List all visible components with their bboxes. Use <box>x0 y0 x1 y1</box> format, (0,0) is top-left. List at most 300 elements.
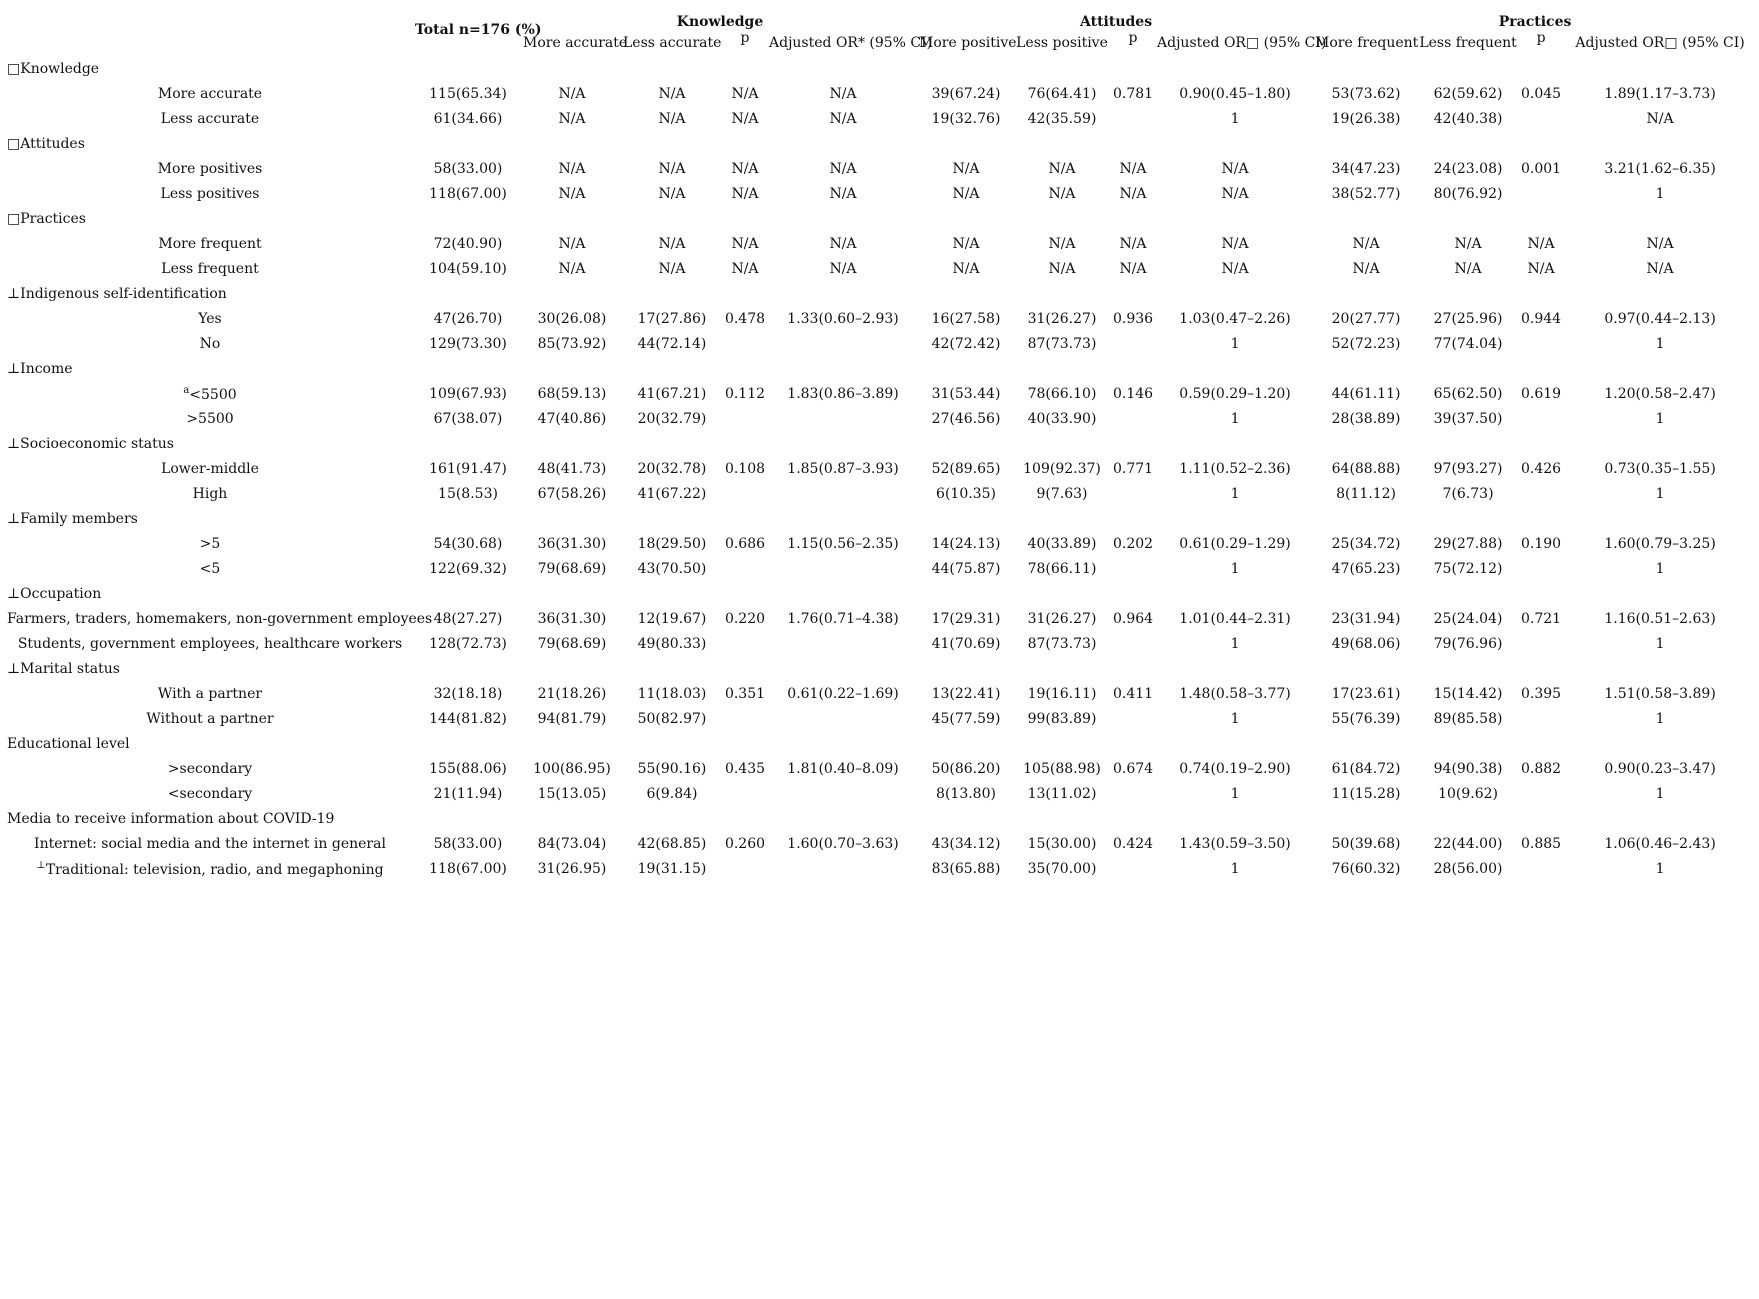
table-cell: 7(6.73) <box>1442 485 1494 502</box>
table-cell: 155(88.06) <box>429 760 507 777</box>
section-label <box>6 656 1756 681</box>
section-title: Practices <box>20 210 86 227</box>
table-cell: 0.90(0.45–1.80) <box>1179 85 1291 102</box>
table-cell: N/A <box>829 235 857 252</box>
table-cell: 44(61.11) <box>1331 385 1401 402</box>
knowledge-group-header: Knowledge <box>676 14 764 30</box>
column-header: More accurate <box>523 35 628 51</box>
table-cell: N/A <box>1119 185 1147 202</box>
table-cell: 83(65.88) <box>931 860 1001 877</box>
table-row <box>6 181 1756 206</box>
section-title: Marital status <box>20 660 120 677</box>
row-label <box>6 106 414 131</box>
table-cell: 94(90.38) <box>1433 760 1503 777</box>
section-header-row <box>6 581 1756 606</box>
table-cell: 25(24.04) <box>1433 610 1503 627</box>
table-cell: N/A <box>1119 260 1147 277</box>
row-label <box>6 856 414 881</box>
table-cell: 35(70.00) <box>1027 860 1097 877</box>
table-cell: 115(65.34) <box>429 85 507 102</box>
table-cell: N/A <box>1527 235 1555 252</box>
table-cell: 85(73.92) <box>537 335 607 352</box>
table-cell: 1 <box>1655 335 1665 352</box>
table-cell: 0.202 <box>1112 535 1154 552</box>
section-label <box>6 206 1756 231</box>
table-cell: 44(75.87) <box>931 560 1001 577</box>
table-cell <box>768 781 918 806</box>
table-cell: 77(74.04) <box>1433 335 1503 352</box>
table-cell: 44(72.14) <box>637 335 707 352</box>
row-label-text: Less positives <box>160 185 260 202</box>
table-cell: 40(33.89) <box>1027 535 1097 552</box>
section-title: Attitudes <box>20 135 85 152</box>
table-cell: 87(73.73) <box>1027 635 1097 652</box>
table-cell: 13(22.41) <box>931 685 1001 702</box>
table-cell <box>1518 481 1564 506</box>
table-cell: 89(85.58) <box>1433 710 1503 727</box>
table-cell: 42(72.42) <box>931 335 1001 352</box>
column-header: Less frequent <box>1419 35 1517 51</box>
row-label-text: Less accurate <box>160 110 260 127</box>
row-label <box>6 456 414 481</box>
table-cell: N/A <box>1352 235 1380 252</box>
table-cell: 0.781 <box>1112 85 1154 102</box>
table-cell: N/A <box>1048 185 1076 202</box>
table-cell <box>1110 556 1156 581</box>
table-cell: 0.112 <box>724 385 766 402</box>
table-cell: 52(89.65) <box>931 460 1001 477</box>
table-cell: 14(24.13) <box>931 535 1001 552</box>
column-header: Less positive <box>1016 35 1108 51</box>
table-cell: 1.16(0.51–2.63) <box>1604 610 1716 627</box>
table-cell: 0.721 <box>1521 610 1562 627</box>
table-cell: N/A <box>1119 160 1147 177</box>
row-label-text: More frequent <box>158 235 262 252</box>
section-header-row <box>6 506 1756 531</box>
column-header: p <box>1128 30 1138 46</box>
section-label <box>6 581 1756 606</box>
table-cell: 0.190 <box>1521 535 1562 552</box>
table-cell: 0.045 <box>1521 85 1562 102</box>
total-header: Total n=176 (%) <box>415 22 542 38</box>
table-cell: 78(66.10) <box>1027 385 1097 402</box>
table-cell: 65(62.50) <box>1433 385 1503 402</box>
table-cell <box>1518 556 1564 581</box>
table-cell: 49(68.06) <box>1331 635 1401 652</box>
section-label <box>6 731 1756 756</box>
table-cell <box>1518 856 1564 881</box>
table-row <box>6 856 1756 881</box>
table-cell: 36(31.30) <box>537 610 607 627</box>
table-cell: 0.260 <box>724 835 766 852</box>
table-cell: N/A <box>558 110 586 127</box>
table-cell: 19(16.11) <box>1027 685 1097 702</box>
table-cell: N/A <box>829 110 857 127</box>
table-cell: 1 <box>1655 860 1665 877</box>
table-row <box>6 681 1756 706</box>
row-label <box>6 631 414 656</box>
row-label <box>6 756 414 781</box>
table-cell: N/A <box>1646 235 1674 252</box>
table-cell: 68(59.13) <box>537 385 607 402</box>
table-cell: 78(66.11) <box>1027 560 1097 577</box>
section-marker: ⊥ <box>7 285 21 302</box>
table-cell: 0.411 <box>1112 685 1154 702</box>
row-label-text: >5500 <box>186 410 234 427</box>
section-title: Indigenous self-identification <box>20 285 227 302</box>
table-cell: N/A <box>658 235 686 252</box>
section-label <box>6 56 1756 81</box>
table-cell: 1.15(0.56–2.35) <box>787 535 899 552</box>
table-cell: N/A <box>1048 260 1076 277</box>
table-cell: N/A <box>1221 235 1249 252</box>
table-cell: 41(67.22) <box>637 485 707 502</box>
table-cell: 15(14.42) <box>1433 685 1503 702</box>
row-label-text: Students, government employees, healthcare workers <box>17 635 403 652</box>
table-cell: 0.882 <box>1521 760 1562 777</box>
table-cell: 31(26.27) <box>1027 310 1097 327</box>
table-cell: 87(73.73) <box>1027 335 1097 352</box>
table-cell: 128(72.73) <box>429 635 507 652</box>
table-row <box>6 631 1756 656</box>
section-title: Educational level <box>7 735 130 752</box>
table-cell: 3.21(1.62–6.35) <box>1604 160 1716 177</box>
table-cell: 0.108 <box>724 460 766 477</box>
table-cell: 29(27.88) <box>1433 535 1503 552</box>
table-cell: 50(39.68) <box>1331 835 1401 852</box>
table-cell: 1 <box>1655 485 1665 502</box>
table-cell: 43(70.50) <box>637 560 707 577</box>
column-header: More positive <box>919 35 1017 51</box>
table-cell: 1 <box>1655 410 1665 427</box>
table-cell: 76(64.41) <box>1027 85 1097 102</box>
table-cell <box>1518 106 1564 131</box>
table-cell: 12(19.67) <box>637 610 707 627</box>
table-cell: N/A <box>1221 260 1249 277</box>
table-cell: 32(18.18) <box>433 685 503 702</box>
section-marker: ⊥ <box>7 510 21 527</box>
table-cell: 0.426 <box>1521 460 1562 477</box>
section-marker: □ <box>7 210 21 227</box>
section-title: Socioeconomic status <box>20 435 174 452</box>
table-cell: 45(77.59) <box>931 710 1001 727</box>
table-cell: 58(33.00) <box>433 835 503 852</box>
table-cell: 0.351 <box>724 685 766 702</box>
table-cell: 8(13.80) <box>936 785 996 802</box>
row-label-text: >5 <box>199 535 221 552</box>
table-cell: 54(30.68) <box>433 535 503 552</box>
table-cell: 109(92.37) <box>1023 460 1101 477</box>
table-cell: 31(26.95) <box>537 860 607 877</box>
table-cell: 0.964 <box>1112 610 1154 627</box>
table-cell: 79(68.69) <box>537 560 607 577</box>
table-cell: 1 <box>1230 710 1240 727</box>
table-row <box>6 481 1756 506</box>
row-label <box>6 381 414 406</box>
table-cell: N/A <box>1048 160 1076 177</box>
table-cell: N/A <box>731 110 759 127</box>
table-row <box>6 406 1756 431</box>
table-cell: 9(7.63) <box>1036 485 1088 502</box>
table-cell <box>768 406 918 431</box>
table-cell: N/A <box>1352 260 1380 277</box>
table-cell: 0.001 <box>1521 160 1562 177</box>
row-label <box>6 706 414 731</box>
table-cell <box>768 706 918 731</box>
section-header-row <box>6 731 1756 756</box>
table-cell: 75(72.12) <box>1433 560 1503 577</box>
table-cell: N/A <box>1221 160 1249 177</box>
row-label <box>6 156 414 181</box>
table-cell: 15(8.53) <box>438 485 498 502</box>
table-cell: N/A <box>952 260 980 277</box>
section-label <box>6 806 1756 831</box>
table-cell: N/A <box>731 185 759 202</box>
table-cell: 64(88.88) <box>1331 460 1401 477</box>
table-cell: 1.11(0.52–2.36) <box>1179 460 1291 477</box>
table-cell: 0.478 <box>724 310 766 327</box>
table-cell: 47(26.70) <box>433 310 503 327</box>
table-cell: 30(26.08) <box>537 310 607 327</box>
table-cell <box>1110 481 1156 506</box>
section-header-row <box>6 206 1756 231</box>
table-cell: 1.20(0.58–2.47) <box>1604 385 1716 402</box>
table-cell: 27(25.96) <box>1433 310 1503 327</box>
table-cell: 1.89(1.17–3.73) <box>1604 85 1716 102</box>
table-row <box>6 306 1756 331</box>
row-label-text: <5 <box>199 560 221 577</box>
column-header: More frequent <box>1315 35 1419 51</box>
table-cell: N/A <box>1527 260 1555 277</box>
attitudes-group-header: Attitudes <box>1079 14 1153 30</box>
table-cell <box>722 781 768 806</box>
table-row <box>6 781 1756 806</box>
table-cell: 1.43(0.59–3.50) <box>1179 835 1291 852</box>
section-marker: □ <box>7 135 21 152</box>
section-label <box>6 281 1756 306</box>
table-cell: 50(86.20) <box>931 760 1001 777</box>
table-cell <box>768 856 918 881</box>
table-cell: 0.61(0.29–1.29) <box>1179 535 1291 552</box>
table-row <box>6 106 1756 131</box>
table-cell: 1.60(0.70–3.63) <box>787 835 899 852</box>
table-cell: 19(32.76) <box>931 110 1001 127</box>
section-marker: ⊥ <box>7 660 21 677</box>
table-cell: 1.85(0.87–3.93) <box>787 460 899 477</box>
table-cell: 55(90.16) <box>637 760 707 777</box>
column-header: Adjusted OR* (95% CI) <box>769 35 933 51</box>
results-table <box>6 4 1756 881</box>
table-cell: 61(34.66) <box>433 110 503 127</box>
row-label <box>6 331 414 356</box>
table-cell: 22(44.00) <box>1433 835 1503 852</box>
table-cell: 1.48(0.58–3.77) <box>1179 685 1291 702</box>
table-cell: 161(91.47) <box>429 460 507 477</box>
table-row <box>6 831 1756 856</box>
section-marker: □ <box>7 60 21 77</box>
table-cell: N/A <box>731 235 759 252</box>
table-cell: 1 <box>1230 560 1240 577</box>
table-cell: 0.59(0.29–1.20) <box>1179 385 1291 402</box>
section-marker: ⊥ <box>7 585 21 602</box>
table-cell: 23(31.94) <box>1331 610 1401 627</box>
table-cell: 17(23.61) <box>1331 685 1401 702</box>
table-cell: 42(40.38) <box>1433 110 1503 127</box>
section-title: Media to receive information about COVID-19 <box>7 810 335 827</box>
row-label <box>6 306 414 331</box>
table-cell: 0.61(0.22–1.69) <box>787 685 899 702</box>
table-cell: 0.771 <box>1112 460 1154 477</box>
table-cell: 97(93.27) <box>1433 460 1503 477</box>
table-cell <box>1518 706 1564 731</box>
table-cell: N/A <box>1119 235 1147 252</box>
practices-group-header: Practices <box>1498 14 1572 30</box>
table-cell: 53(73.62) <box>1331 85 1401 102</box>
table-cell: N/A <box>658 85 686 102</box>
footnote-marker: a <box>183 384 190 396</box>
row-label-text: With a partner <box>157 685 263 702</box>
row-label-text: More accurate <box>157 85 263 102</box>
table-cell: 1 <box>1230 335 1240 352</box>
table-cell: 1.03(0.47–2.26) <box>1179 310 1291 327</box>
table-cell: 6(9.84) <box>646 785 698 802</box>
section-title: Income <box>20 360 73 377</box>
table-cell: 79(68.69) <box>537 635 607 652</box>
table-cell: 48(41.73) <box>537 460 607 477</box>
table-cell: 0.90(0.23–3.47) <box>1604 760 1716 777</box>
section-title: Family members <box>20 510 138 527</box>
table-cell: 1 <box>1655 785 1665 802</box>
table-cell: 43(34.12) <box>931 835 1001 852</box>
table-cell: 1.33(0.60–2.93) <box>787 310 899 327</box>
section-marker: ⊥ <box>7 435 21 452</box>
table-cell: N/A <box>1048 235 1076 252</box>
table-cell: 17(29.31) <box>931 610 1001 627</box>
table-cell <box>1518 406 1564 431</box>
table-cell: 38(52.77) <box>1331 185 1401 202</box>
table-row <box>6 756 1756 781</box>
table-cell: 49(80.33) <box>637 635 707 652</box>
table-cell <box>722 556 768 581</box>
table-cell: 80(76.92) <box>1433 185 1503 202</box>
table-cell <box>1110 331 1156 356</box>
table-cell: 0.220 <box>724 610 766 627</box>
table-cell: N/A <box>558 235 586 252</box>
table-cell: 144(81.82) <box>429 710 507 727</box>
table-cell: 104(59.10) <box>429 260 507 277</box>
table-cell: 1.76(0.71–4.38) <box>787 610 899 627</box>
table-body <box>6 56 1756 881</box>
table-cell: 19(26.38) <box>1331 110 1401 127</box>
row-label-text: Yes <box>198 310 222 327</box>
table-cell: 11(15.28) <box>1331 785 1401 802</box>
table-cell: 36(31.30) <box>537 535 607 552</box>
column-header: p <box>740 30 750 46</box>
table-cell: 94(81.79) <box>537 710 607 727</box>
table-cell: 76(60.32) <box>1331 860 1401 877</box>
table-row <box>6 381 1756 406</box>
table-cell <box>722 856 768 881</box>
table-cell: N/A <box>658 110 686 127</box>
table-cell: 1.06(0.46–2.43) <box>1604 835 1716 852</box>
table-row <box>6 456 1756 481</box>
table-cell: 0.619 <box>1521 385 1562 402</box>
table-cell <box>722 406 768 431</box>
table-cell: 0.395 <box>1521 685 1562 702</box>
table-cell: 100(86.95) <box>533 760 611 777</box>
table-cell: 20(27.77) <box>1331 310 1401 327</box>
table-cell: N/A <box>1646 260 1674 277</box>
row-label-text: Without a partner <box>146 710 274 727</box>
table-cell: 8(11.12) <box>1336 485 1396 502</box>
table-cell: 13(11.02) <box>1027 785 1097 802</box>
table-cell: 47(40.86) <box>537 410 607 427</box>
table-cell: 34(47.23) <box>1331 160 1401 177</box>
section-label <box>6 356 1756 381</box>
table-cell: 0.97(0.44–2.13) <box>1604 310 1716 327</box>
table-cell: 61(84.72) <box>1331 760 1401 777</box>
table-cell: N/A <box>952 160 980 177</box>
table-cell: N/A <box>1221 185 1249 202</box>
table-cell: 18(29.50) <box>637 535 707 552</box>
table-row <box>6 81 1756 106</box>
row-label <box>6 406 414 431</box>
table-cell: 1 <box>1230 785 1240 802</box>
column-header: Adjusted OR□ (95% CI) <box>1575 35 1745 51</box>
table-cell: N/A <box>558 185 586 202</box>
table-cell: 0.73(0.35–1.55) <box>1604 460 1716 477</box>
row-label-text: Traditional: television, radio, and megaphoning <box>45 861 384 878</box>
row-label <box>6 781 414 806</box>
row-label-text: Less frequent <box>161 260 259 277</box>
table-cell: 11(18.03) <box>637 685 707 702</box>
table-cell <box>1518 781 1564 806</box>
table-cell: 40(33.90) <box>1027 410 1097 427</box>
row-label <box>6 256 414 281</box>
section-label <box>6 131 1756 156</box>
table-cell <box>722 706 768 731</box>
table-cell: 1.81(0.40–8.09) <box>787 760 899 777</box>
section-header-row <box>6 806 1756 831</box>
table-cell: N/A <box>658 160 686 177</box>
table-cell <box>1110 106 1156 131</box>
section-header-row <box>6 56 1756 81</box>
table-cell <box>768 631 918 656</box>
table-cell: 105(88.98) <box>1023 760 1101 777</box>
table-cell: 118(67.00) <box>429 185 507 202</box>
table-cell: 31(53.44) <box>931 385 1001 402</box>
table-row <box>6 256 1756 281</box>
table-cell: 6(10.35) <box>936 485 996 502</box>
table-cell: 67(58.26) <box>537 485 607 502</box>
table-cell: 1.01(0.44–2.31) <box>1179 610 1291 627</box>
table-cell: 1 <box>1230 110 1240 127</box>
table-cell: N/A <box>731 260 759 277</box>
table-cell: 55(76.39) <box>1331 710 1401 727</box>
table-cell: 0.936 <box>1112 310 1154 327</box>
row-label <box>6 556 414 581</box>
table-cell: 0.74(0.19–2.90) <box>1179 760 1291 777</box>
table-cell <box>768 556 918 581</box>
section-label <box>6 431 1756 456</box>
table-cell <box>1110 856 1156 881</box>
row-label <box>6 831 414 856</box>
table-cell: 99(83.89) <box>1027 710 1097 727</box>
row-label <box>6 231 414 256</box>
table-row <box>6 706 1756 731</box>
table-cell <box>722 481 768 506</box>
table-cell: 122(69.32) <box>429 560 507 577</box>
